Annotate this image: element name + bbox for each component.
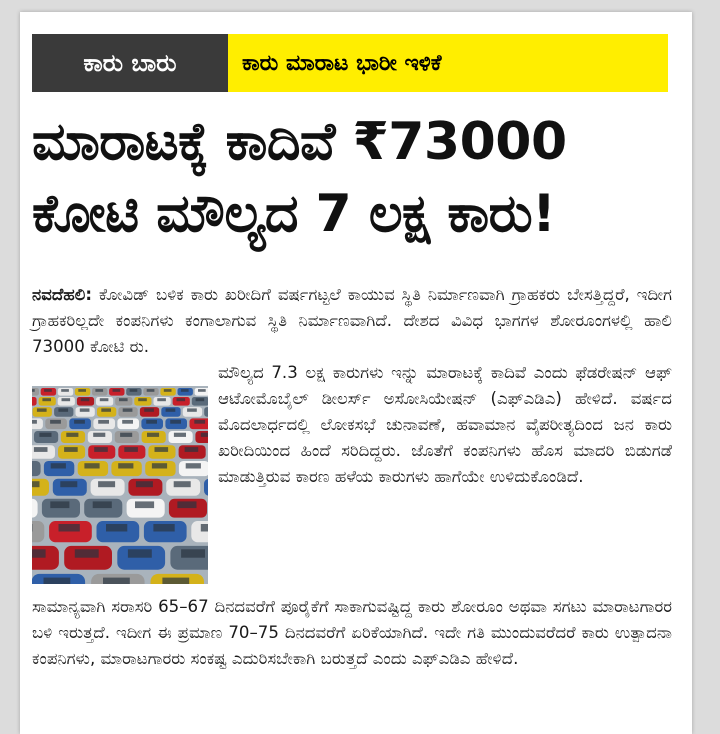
car-window [162,578,189,584]
car-window [39,433,51,437]
car-window [198,389,206,392]
car-window [32,420,37,424]
car-window [196,398,205,401]
car-window [93,501,112,508]
car-window [78,389,86,392]
parked-car [32,461,41,476]
car-window [194,420,205,424]
car-window [66,433,78,437]
car-window [62,398,71,401]
car-window [118,463,133,468]
header-bar [32,34,668,92]
car-window [75,549,99,557]
car-window [181,389,189,392]
car-window [130,389,138,392]
article-paragraph-1 [32,282,672,360]
car-window [186,463,201,468]
headline: ಮಾರಾಟಕ್ಕೆ ಕಾದಿವೆ ₹73000 ಕೋಟಿ ಮೌಲ್ಯದ 7 ಲಕ್ಷ ಕಾರು! [32,112,567,244]
car-window [50,420,61,424]
car-window [113,389,121,392]
car-window [95,389,103,392]
car-window [177,501,196,508]
car-window [106,524,127,532]
car-window [123,408,133,411]
car-window [81,398,90,401]
car-window [64,447,78,452]
car-window [101,408,111,411]
car-window [80,408,90,411]
car-window [122,420,133,424]
car-window [34,447,48,452]
car-window [94,447,108,452]
car-window [144,408,154,411]
car-window [124,447,138,452]
car-window [119,398,128,401]
parked-cars-image [32,386,208,584]
car-window [61,389,69,392]
car-window [201,433,208,437]
parked-car [204,407,208,417]
car-window [59,524,80,532]
kicker-strap: ಕಾರು ಮಾರಾಟ ಭಾರೀ ಇಳಿಕೆ [228,34,668,92]
car-window [98,481,115,487]
car-window [74,420,85,424]
car-window [37,408,47,411]
car-window [157,398,166,401]
car-window [170,420,181,424]
parked-car [32,521,44,542]
car-window [44,389,52,392]
parked-cars-photo [32,386,208,584]
car-window [32,549,46,557]
parked-car [32,397,37,406]
car-window [185,447,199,452]
car-window [136,481,153,487]
newspaper-clipping [20,12,692,734]
car-window [166,408,176,411]
car-window [98,420,109,424]
car-window [147,433,159,437]
car-window [60,481,77,487]
car-window [152,463,167,468]
car-window [174,433,186,437]
car-window [50,501,69,508]
car-window [32,481,40,487]
car-window [155,447,169,452]
car-window [164,389,172,392]
article-text-1: ಕೋವಿಡ್ ಬಳಿಕ ಕಾರು ಖರೀದಿಗೆ ವರ್ಷಗಟ್ಟಲೆ ಕಾಯುವ ಸ್ಥಿತಿ ನಿರ್ಮಾಣವಾಗಿ ಗ್ರಾಹಕರು ಬೇಸತ್ತಿದ್ದರೆ, ಇದೀಗ ಗ್ರಾಹಕರಿಲ್ಲದೇ ಕಂಪನಿಗಳು ಕಂಗಾಲಾಗುವ ಸ್ಥಿತಿ ನಿರ್ಮಾಣವಾಗಿದೆ. ದೇಶದ ವಿವಿಧ ಭಾಗಗಳ ಶೋರೂಂಗಳಲ್ಲಿ ಹಾಲಿ 73000 ಕೋಟಿ ರು. [32,285,672,356]
car-window [93,433,105,437]
car-window [135,501,154,508]
car-window [181,549,205,557]
car-window [103,578,130,584]
car-window [32,389,35,392]
car-window [177,398,186,401]
car-window [120,433,132,437]
article-paragraph-2: ಮೌಲ್ಯದ 7.3 ಲಕ್ಷ ಕಾರುಗಳು ಇನ್ನು ಮಾರಾಟಕ್ಕೆ ಕಾದಿವೆ ಎಂದು ಫೆಡರೇಷನ್ ಆಫ್ ಆಟೋಮೊಬೈಲ್ ಡೀಲರ್ಸ್ ಅಸೋಸಿಯೇಷನ್ (ಎಫ್‌ಎಡಿಎ) ಹೇಳಿದೆ. ವರ್ಷದ ಮೊದಲಾರ್ಧದಲ್ಲಿ ಲೋಕಸಭೆ ಚುನಾವಣೆ, ಹವಾಮಾನ ವೈಪರೀತ್ಯದಿಂದ ಜನ ಕಾರು ಖರೀದಿಯಿಂದ ಹಿಂದೆ ಸರಿದಿದ್ದರು. ಜೊತೆಗೆ ಕಂಪನಿಗಳು ಹೊಸ ಮಾದರಿ ಬಿಡುಗಡೆ ಮಾಡುತ್ತಿರುವ ಕಾರಣ ಹಳೆಯ ಕಾರುಗಳು ಹಾಗೆಯೇ ಉಳಿದುಕೊಂಡಿದೆ. [218,363,672,486]
car-window [58,408,68,411]
parked-car [32,499,38,518]
car-window [84,463,99,468]
car-window [187,408,197,411]
car-window [147,389,155,392]
car-window [51,463,66,468]
car-window [138,398,147,401]
car-window [174,481,191,487]
car-window [146,420,157,424]
article-paragraph-3: ಸಾಮಾನ್ಯವಾಗಿ ಸರಾಸರಿ 65–67 ದಿನದವರೆಗೆ ಪೂರೈಕೆಗೆ ಸಾಕಾಗುವಷ್ಟಿದ್ದ ಕಾರು ಶೋರೂಂ ಅಥವಾ ಸಗಟು ಮಾರಾಟಗಾರರ ಬಳಿ ಇರುತ್ತದೆ. ಇದೀಗ ಈ ಪ್ರಮಾಣ 70–75 ದಿನದವರೆಗೆ ಏರಿಕೆಯಾಗಿದೆ. ಇದೇ ಗತಿ ಮುಂದುವರೆದರೆ ಕಾರು ಉತ್ಪಾದನಾ ಕಂಪನಿಗಳು, ಮಾರಾಟಗಾರರು ಸಂಕಷ್ಟ ಎದುರಿಸಬೇಕಾಗಿ ಬರುತ್ತದೆ ಎಂದು ಎಫ್‌ಎಡಿಎ ಹೇಳಿದೆ. [32,597,672,668]
section-label: ಕಾರು ಬಾರು [32,34,228,92]
car-window [44,578,71,584]
car-window [201,524,208,532]
car-window [153,524,174,532]
car-window [100,398,109,401]
dateline: ನವದೆಹಲಿ: [32,285,92,304]
car-window [128,549,152,557]
car-window [42,398,51,401]
